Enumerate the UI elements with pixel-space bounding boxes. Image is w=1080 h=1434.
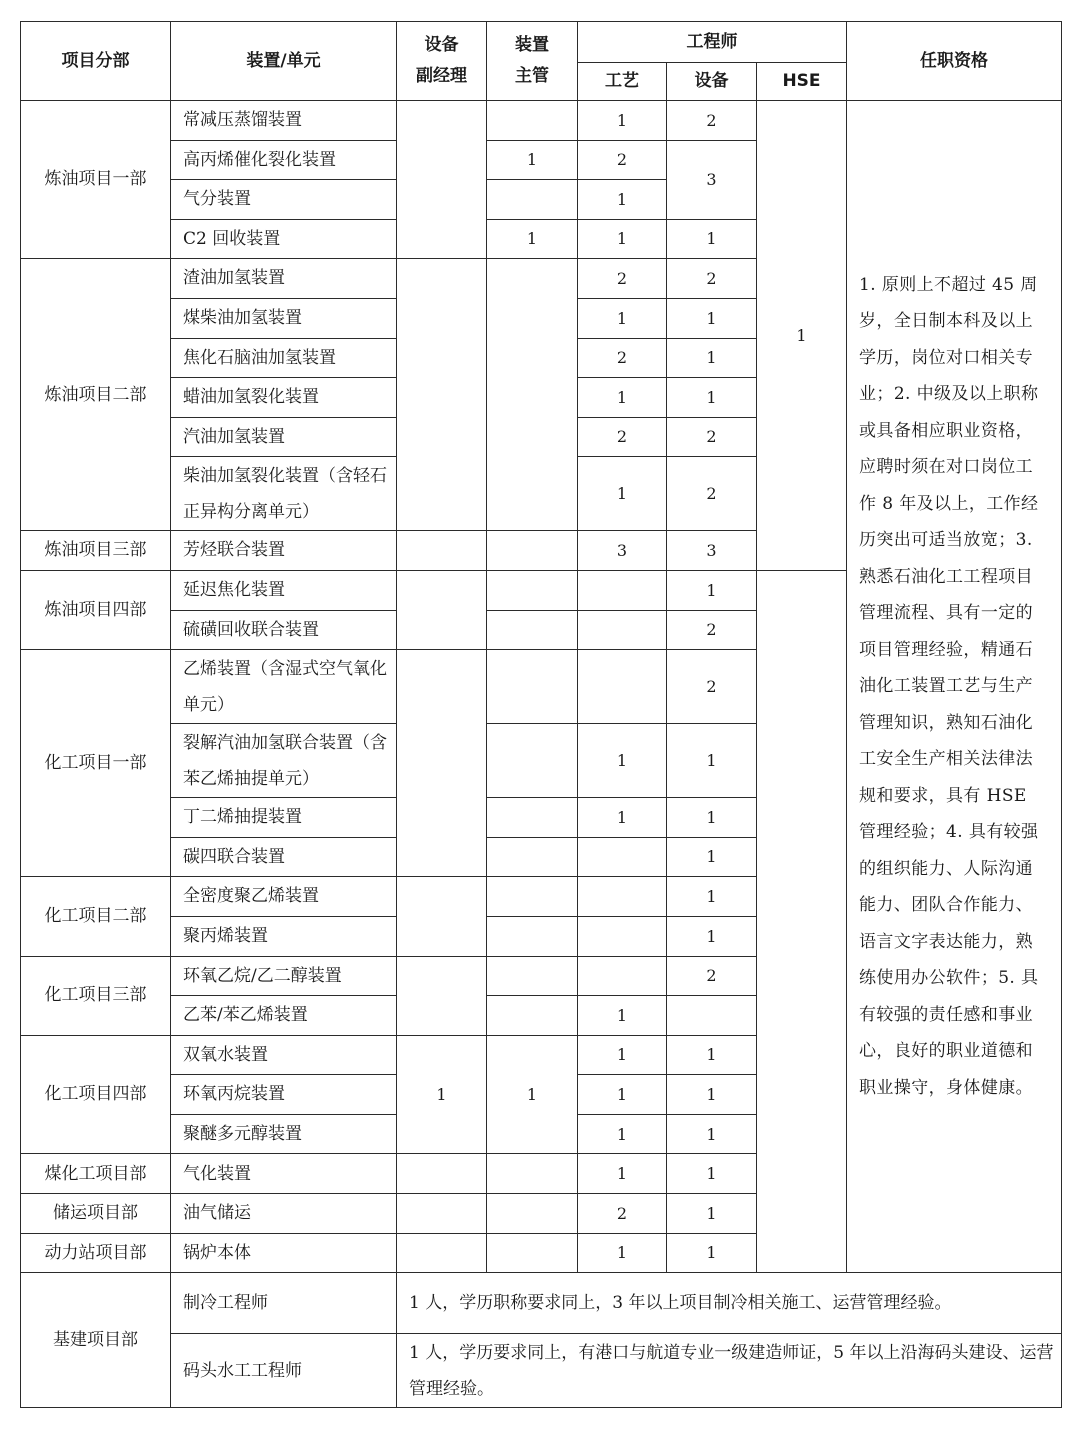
unit-name: 环氧丙烷装置 [171,1075,397,1115]
header-dept: 项目分部 [21,22,171,101]
process-cell [578,916,667,956]
supervisor-cell: 1 [487,1035,578,1154]
deputy-cell [397,1154,487,1194]
equipment-cell: 1 [667,1075,757,1115]
process-cell: 2 [578,417,667,457]
equipment-cell: 1 [667,1035,757,1075]
supervisor-cell [487,724,578,798]
dept-refining-4: 炼油项目四部 [21,570,171,649]
supervisor-cell [487,996,578,1036]
infra-requirement: 1 人，学历职称要求同上，3 年以上项目制冷相关施工、运营管理经验。 [397,1273,1062,1334]
equipment-cell: 2 [667,457,757,531]
supervisor-cell [487,259,578,531]
process-cell: 2 [578,259,667,299]
supervisor-cell: 1 [487,219,578,259]
dept-refining-3: 炼油项目三部 [21,531,171,571]
infra-requirement: 1 人，学历要求同上，有港口与航道专业一级建造师证，5 年以上沿海码头建设、运营管理经验。 [397,1334,1062,1408]
equipment-cell: 2 [667,956,757,996]
process-cell: 1 [578,724,667,798]
process-cell: 1 [578,1154,667,1194]
header-unit-supervisor: 装置 主管 [487,22,578,101]
equipment-cell: 1 [667,298,757,338]
header-process: 工艺 [578,63,667,101]
equipment-cell: 3 [667,140,757,219]
equipment-cell: 1 [667,1194,757,1234]
supervisor-cell [487,1154,578,1194]
equipment-cell: 2 [667,417,757,457]
supervisor-cell [487,101,578,141]
equipment-cell: 1 [667,724,757,798]
unit-name: 油气储运 [171,1194,397,1234]
unit-name: 全密度聚乙烯装置 [171,877,397,917]
process-cell: 1 [578,1035,667,1075]
header-deputy-manager: 设备 副经理 [397,22,487,101]
header-hse: HSE [757,63,847,101]
dept-storage: 储运项目部 [21,1194,171,1234]
unit-name: 芳烃联合装置 [171,531,397,571]
unit-name: 常减压蒸馏装置 [171,101,397,141]
equipment-cell: 1 [667,877,757,917]
equipment-cell: 2 [667,610,757,650]
unit-name: 聚醚多元醇装置 [171,1114,397,1154]
deputy-cell [397,1233,487,1273]
dept-power-station: 动力站项目部 [21,1233,171,1273]
unit-name: 碳四联合装置 [171,837,397,877]
deputy-cell: 1 [397,1035,487,1154]
unit-name: 锅炉本体 [171,1233,397,1273]
dept-chemical-4: 化工项目四部 [21,1035,171,1154]
unit-name: 焦化石脑油加氢装置 [171,338,397,378]
dept-chemical-2: 化工项目二部 [21,877,171,956]
supervisor-cell [487,1233,578,1273]
unit-name: 双氧水装置 [171,1035,397,1075]
unit-name: 乙烯装置（含湿式空气氧化单元） [171,650,397,724]
deputy-cell [397,956,487,1035]
process-cell [578,837,667,877]
unit-name: 柴油加氢裂化装置（含轻石正异构分离单元） [171,457,397,531]
process-cell [578,956,667,996]
equipment-cell: 1 [667,1114,757,1154]
dept-chemical-1: 化工项目一部 [21,650,171,877]
unit-name: 硫磺回收联合装置 [171,610,397,650]
dept-coal-chemical: 煤化工项目部 [21,1154,171,1194]
process-cell: 1 [578,378,667,418]
deputy-cell [397,1194,487,1234]
deputy-cell [397,531,487,571]
unit-name: 蜡油加氢裂化装置 [171,378,397,418]
process-cell [578,570,667,610]
process-cell: 1 [578,457,667,531]
supervisor-cell [487,610,578,650]
header-engineer: 工程师 [578,22,847,63]
deputy-cell [397,101,487,259]
supervisor-cell: 1 [487,140,578,180]
process-cell: 1 [578,1075,667,1115]
process-cell: 1 [578,1233,667,1273]
deputy-cell [397,570,487,649]
infra-role: 制冷工程师 [171,1273,397,1334]
unit-name: C2 回收装置 [171,219,397,259]
process-cell: 1 [578,298,667,338]
dept-refining-1: 炼油项目一部 [21,101,171,259]
unit-name: 气分装置 [171,180,397,220]
deputy-cell [397,650,487,877]
equipment-cell: 1 [667,338,757,378]
supervisor-cell [487,531,578,571]
unit-name: 高丙烯催化裂化装置 [171,140,397,180]
process-cell: 1 [578,219,667,259]
header-unit: 装置/单元 [171,22,397,101]
process-cell [578,650,667,724]
supervisor-cell [487,650,578,724]
unit-name: 环氧乙烷/乙二醇装置 [171,956,397,996]
equipment-cell: 1 [667,798,757,838]
process-cell: 2 [578,338,667,378]
process-cell: 2 [578,1194,667,1234]
process-cell: 1 [578,1114,667,1154]
process-cell: 1 [578,996,667,1036]
supervisor-cell [487,877,578,917]
infra-role: 码头水工工程师 [171,1334,397,1408]
process-cell: 2 [578,140,667,180]
unit-name: 渣油加氢装置 [171,259,397,299]
deputy-cell [397,877,487,956]
dept-chemical-3: 化工项目三部 [21,956,171,1035]
unit-name: 煤柴油加氢装置 [171,298,397,338]
hse-cell [757,570,847,1272]
unit-name: 气化装置 [171,1154,397,1194]
equipment-cell: 2 [667,259,757,299]
supervisor-cell [487,570,578,610]
staffing-table [20,21,1062,1408]
deputy-cell [397,259,487,531]
header-equipment: 设备 [667,63,757,101]
hse-cell: 1 [757,101,847,571]
unit-name: 汽油加氢装置 [171,417,397,457]
dept-infrastructure: 基建项目部 [21,1273,171,1408]
process-cell [578,877,667,917]
equipment-cell: 1 [667,378,757,418]
process-cell: 1 [578,180,667,220]
supervisor-cell [487,956,578,996]
qualification-text: 1. 原则上不超过 45 周岁，全日制本科及以上学历，岗位对口相关专业；2. 中级及以上职称或具备相应职业资格，应聘时须在对口岗位工作 8 年及以上，工作经历突出可适当放宽；3. 熟悉石油化工工程项目管理流程、具有一定的项目管理经验，精通石油化工装置工艺与生产管理知识，熟知石油化工安全生产相关法律法规和要求，具有 HSE 管理经验；4. 具有较强的组织能力、人际沟通能力、团队合作能力、语言文字表达能力，熟练使用办公软件；5. 具有较强的责任感和事业心，良好的职业道德和职业操守，身体健康。 [847,101,1062,1273]
process-cell: 1 [578,798,667,838]
equipment-cell [667,996,757,1036]
unit-name: 丁二烯抽提装置 [171,798,397,838]
supervisor-cell [487,180,578,220]
process-cell: 1 [578,101,667,141]
equipment-cell: 1 [667,219,757,259]
equipment-cell: 1 [667,916,757,956]
process-cell [578,610,667,650]
supervisor-cell [487,916,578,956]
header-qualification: 任职资格 [847,22,1062,101]
equipment-cell: 1 [667,570,757,610]
supervisor-cell [487,1194,578,1234]
equipment-cell: 1 [667,837,757,877]
supervisor-cell [487,837,578,877]
equipment-cell: 3 [667,531,757,571]
unit-name: 聚丙烯装置 [171,916,397,956]
process-cell: 3 [578,531,667,571]
equipment-cell: 1 [667,1233,757,1273]
dept-refining-2: 炼油项目二部 [21,259,171,531]
unit-name: 裂解汽油加氢联合装置（含苯乙烯抽提单元） [171,724,397,798]
equipment-cell: 1 [667,1154,757,1194]
supervisor-cell [487,798,578,838]
unit-name: 延迟焦化装置 [171,570,397,610]
equipment-cell: 2 [667,650,757,724]
equipment-cell: 2 [667,101,757,141]
unit-name: 乙苯/苯乙烯装置 [171,996,397,1036]
